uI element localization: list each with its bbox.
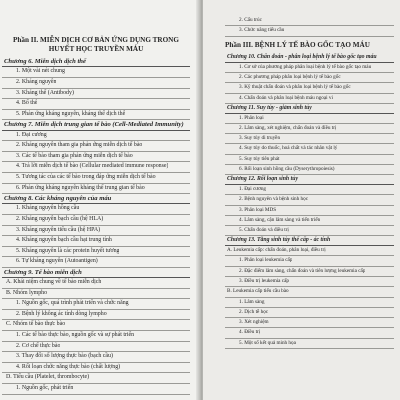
toc-entry	[225, 124, 394, 134]
toc-entry	[2, 289, 190, 300]
toc-entry-text: 5. Suy tủy tiên phát	[239, 155, 280, 162]
toc-entry-text: 2. Cơ chế thực bào	[16, 342, 61, 349]
toc-entry	[2, 299, 190, 310]
chapter-heading: Chương 7. Miễn dịch trung gian tế bào (Cell-Mediated Immunity)	[2, 120, 190, 130]
toc-entry	[225, 246, 394, 256]
toc-entry-text: 4. Lâm sàng, cận lâm sàng và tiến triển	[239, 216, 321, 223]
toc-entry-text: 2. Đặc điểm lâm sàng, chẩn đoán và tiên lượng leukemia cấp	[239, 267, 366, 274]
toc-entry-text: 4. Kháng nguyên bạch cầu hạt trung tính	[16, 237, 112, 244]
toc-entry	[2, 215, 190, 226]
toc-entry-text: 4. Điều trị	[239, 329, 261, 336]
toc-entry-text: 4. Rối loạn chức năng thực bào (chất lượng)	[16, 363, 121, 370]
toc-entry-text: 5. Một số kết quả minh họa	[239, 339, 296, 346]
toc-entry-text: 3. Điều trị leukemia cấp	[239, 277, 289, 284]
toc-entry	[2, 236, 190, 247]
toc-entry	[225, 195, 394, 205]
chapter-heading: Chương 10. Chẩn đoán - phân loại bệnh lý tế bào gốc tạo máu	[225, 53, 394, 63]
right-page	[203, 0, 400, 400]
toc-entry	[225, 185, 394, 195]
left-toc	[2, 57, 190, 394]
toc-entry	[225, 267, 394, 277]
toc-entry-text: 3. Thay đổi số lượng thực bào (bạch cầu)	[16, 353, 113, 360]
toc-entry	[225, 256, 394, 266]
toc-entry	[225, 206, 394, 216]
toc-entry-text: 2. Kháng nguyên tham gia phản ứng miễn dịch tế bào	[16, 142, 143, 149]
toc-entry-text: 6. Phản ứng kháng nguyên kháng thể trung gian tế bào	[16, 184, 145, 191]
toc-entry-text: A. Khái niệm chung về tế bào miễn dịch	[6, 279, 102, 286]
toc-entry	[2, 384, 190, 395]
toc-entry	[2, 204, 190, 215]
toc-entry	[2, 310, 190, 321]
toc-entry	[2, 131, 190, 142]
toc-entry	[2, 278, 190, 289]
toc-entry-text: 4. Bổ thể	[16, 100, 38, 107]
toc-entry-text: 1. Phân loại	[239, 114, 264, 121]
toc-entry	[2, 110, 190, 121]
toc-entry-text: C. Nhóm tế bào thực bào	[6, 321, 66, 328]
chapter-heading: Chương 9. Tế bào miễn dịch	[2, 268, 190, 278]
toc-entry	[225, 155, 394, 165]
toc-entry	[225, 94, 394, 104]
toc-entry	[225, 26, 394, 36]
toc-entry-text: 2. Các phương pháp phân loại bệnh lý tế bào gốc	[239, 74, 341, 81]
toc-entry	[225, 73, 394, 83]
toc-entry-text: 1. Đại cương	[16, 131, 47, 138]
right-top-items	[225, 16, 394, 37]
chapter-heading: Chương 11. Suy tủy - giảm sinh tủy	[225, 104, 394, 114]
toc-entry	[225, 287, 394, 297]
toc-entry	[2, 363, 190, 374]
toc-entry	[2, 342, 190, 353]
toc-entry-text: 3. Chức năng tiểu cầu	[239, 27, 285, 34]
toc-entry-text: 3. Kháng thể (Antibody)	[16, 89, 74, 96]
part-title-right: Phần III. BỆNH LÝ TẾ BÀO GỐC TẠO MÁU	[225, 40, 370, 49]
toc-entry-text: A. Leukemia cấp: chẩn đoán, phân loại, điều trị	[227, 247, 326, 254]
toc-entry-text: 1. Đại cương	[239, 185, 267, 192]
toc-entry	[2, 352, 190, 363]
toc-entry	[2, 162, 190, 173]
toc-entry-text: 3. Các tế bào tham gia phản ứng miễn dịch tế bào	[16, 152, 133, 159]
toc-entry-text: 4. Trả lời miễn dịch tế bào (Cellular mediated immune response)	[16, 163, 169, 170]
toc-entry-text: 5. Tương tác của các tế bào trong đáp ứng miễn dịch tế bào	[16, 173, 156, 180]
toc-entry-text: 2. Dịch tễ học	[239, 308, 269, 315]
toc-entry-text: 5. Chẩn đoán và điều trị	[239, 227, 289, 234]
toc-entry-text: 5. Kháng nguyên là các protein huyết tương	[16, 247, 120, 254]
toc-entry	[225, 216, 394, 226]
toc-entry-text: 5. Phản ứng kháng nguyên, kháng thể dịch thể	[16, 110, 126, 117]
toc-entry	[2, 373, 190, 384]
toc-entry-text: 1. Các tế bào thực bào, nguồn gốc và sự phát triển	[16, 332, 135, 339]
toc-entry	[225, 165, 394, 175]
toc-entry	[2, 257, 190, 268]
toc-entry	[2, 331, 190, 342]
toc-entry	[225, 83, 394, 93]
toc-entry	[2, 99, 190, 110]
toc-entry-text: 2. Bệnh nguyên và bệnh sinh học	[239, 196, 309, 203]
right-toc	[225, 53, 394, 349]
toc-entry	[2, 141, 190, 152]
toc-entry	[225, 298, 394, 308]
part-title: Phần II. MIỄN DỊCH CƠ BẢN ỨNG DỤNG TRONG HUYẾT HỌC TRUYỀN MÁU	[13, 36, 179, 53]
toc-entry	[225, 16, 394, 26]
toc-entry-text: 1. Nguồn gốc, phát triển	[16, 385, 74, 392]
toc-entry-text: B. Nhóm lympho	[6, 289, 48, 296]
toc-entry	[2, 320, 190, 331]
toc-entry-text: D. Tiểu cầu (Platelet, thrombocyte)	[6, 374, 90, 381]
toc-entry	[225, 328, 394, 338]
toc-entry	[225, 144, 394, 154]
toc-entry-text: 6. Rối loạn sinh hồng cầu (Dyserythropoiesis)	[239, 166, 335, 173]
toc-entry-text: 1. Nguồn gốc, quá trình phát triển và chức năng	[16, 300, 129, 307]
toc-entry-text: 2. Cấu trúc	[239, 17, 262, 23]
toc-entry-text: 2. Lâm sàng, xét nghiệm, chẩn đoán và điều trị	[239, 124, 337, 131]
toc-entry	[225, 134, 394, 144]
toc-entry	[225, 226, 394, 236]
toc-entry-text: 4. Suy tủy do thuốc, hoá chất và tác nhân vật lý	[239, 145, 338, 152]
toc-entry-text: 1. Phân loại leukemia cấp	[239, 257, 293, 264]
toc-entry	[2, 184, 190, 195]
toc-entry	[2, 247, 190, 258]
toc-entry	[225, 339, 394, 349]
toc-entry-text: 2. Bệnh lý không ác tính dòng lympho	[16, 310, 107, 317]
chapter-heading: Chương 13. Tăng sinh tủy thể cấp - ác tính	[225, 236, 394, 246]
toc-entry-text: 6. Tự kháng nguyên (Autoantigen)	[16, 258, 98, 265]
toc-entry-text: B. Leukemia cấp tiểu cầu bào	[227, 288, 289, 295]
toc-entry-text: 2. Kháng nguyên	[16, 78, 57, 85]
toc-entry	[225, 318, 394, 328]
toc-entry	[225, 114, 394, 124]
toc-entry	[2, 173, 190, 184]
toc-entry-text: 3. Xét nghiệm	[239, 319, 269, 326]
toc-entry-text: 2. Kháng nguyên bạch cầu (hệ HLA)	[16, 215, 104, 222]
toc-entry-text: 1. Kháng nguyên hồng cầu	[16, 205, 80, 212]
toc-entry-text: 3. Kỹ thuật chẩn đoán và phân loại bệnh lý tế bào gốc	[239, 84, 351, 91]
toc-entry-text: 1. Một vài nét chung	[16, 68, 65, 75]
toc-entry	[2, 78, 190, 89]
toc-entry-text: 4. Chẩn đoán và phân loại bệnh máu ngoại vi	[239, 94, 333, 101]
toc-entry	[225, 277, 394, 287]
chapter-heading: Chương 6. Miễn dịch dịch thể	[2, 57, 190, 67]
toc-entry	[225, 308, 394, 318]
toc-entry	[225, 63, 394, 73]
toc-entry	[2, 152, 190, 163]
toc-entry	[2, 67, 190, 78]
chapter-heading: Chương 8. Các kháng nguyên của máu	[2, 194, 190, 204]
toc-entry	[2, 89, 190, 100]
toc-entry-text: 1. Cơ sở của phương pháp phân loại bệnh lý tế bào gốc tạo máu	[239, 63, 372, 70]
toc-entry-text: 3. Phân loại MDS	[239, 206, 277, 213]
toc-entry	[2, 226, 190, 237]
toc-entry-text: 3. Suy tủy di truyền	[239, 135, 281, 142]
toc-entry-text: 3. Kháng nguyên tiểu cầu (hệ HPA)	[16, 226, 101, 233]
toc-entry-text: 1. Lâm sàng	[239, 298, 265, 305]
chapter-heading: Chương 12. Rối loạn sinh tủy	[225, 175, 394, 185]
